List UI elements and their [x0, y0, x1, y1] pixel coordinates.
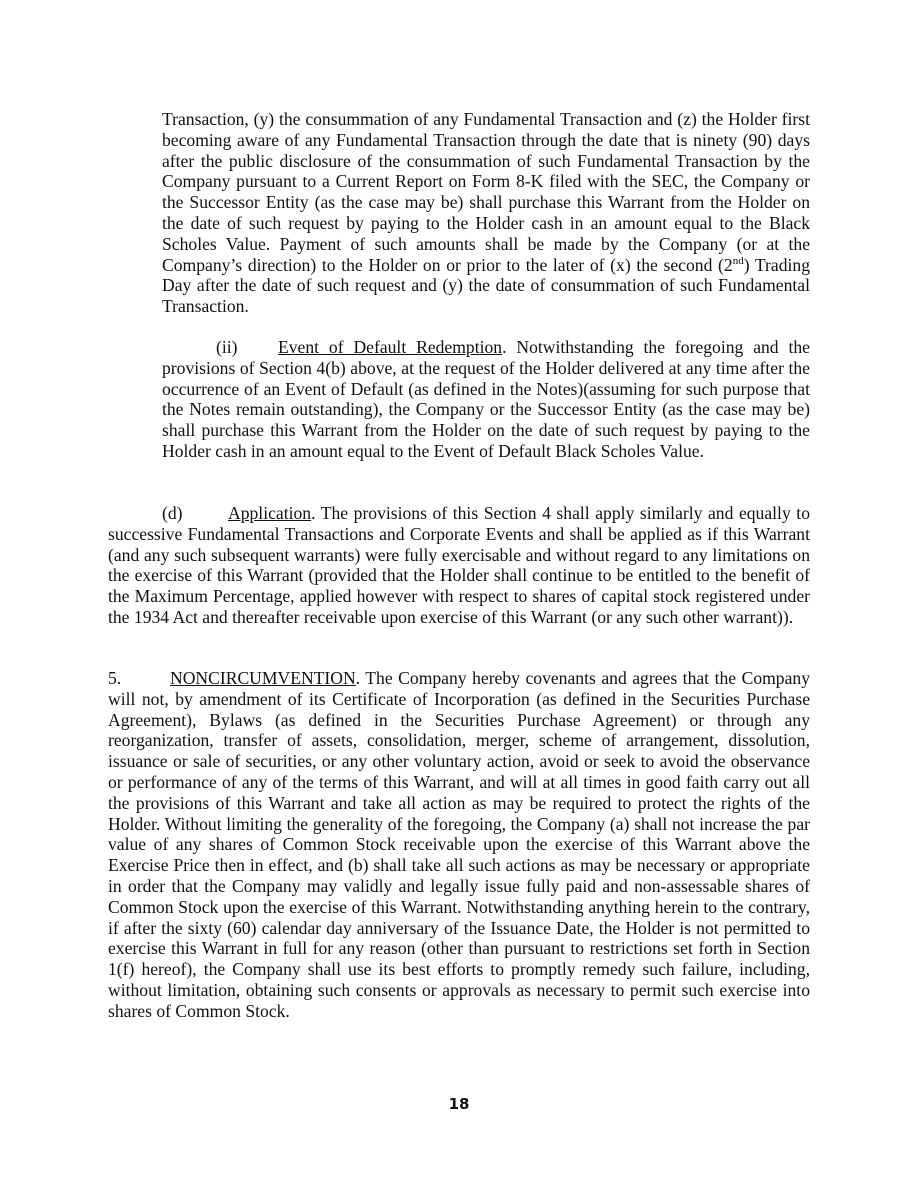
paragraph-fundamental-transaction-continuation	[162, 109, 810, 317]
section-number: (ii)	[216, 337, 238, 357]
paragraph-event-of-default-redemption	[162, 337, 810, 462]
paragraph-text: Transaction, (y) the consummation of any Fundamental Transaction and (z) the Holder first becoming aware of any Fundamental Transaction through the date that is ninety (90) days after the public disclosure of the consummation of such Fundamental Transaction by the Company pursuant to a Current Report on Form 8-K filed with the SEC, the Company or the Successor Entity (as the case may be) shall purchase this Warrant from the Holder on the date of such request by paying to the Holder cash in an amount equal to the Black Scholes Value. Payment of such amounts shall be made by the Company (or at the Company’s direction) to the Holder on or prior to the later of (x) the second (2	[162, 109, 810, 275]
paragraph-text: . The provisions of this Section 4 shall apply similarly and equally to successive Fundamental Transactions and Corporate Events and shall be applied as if this Warrant (and any such subsequent warrants) were fully exercisable and without regard to any limitations on the exercise of this Warrant (provided that the Holder shall continue to be entitled to the benefit of the Maximum Percentage, applied however with respect to shares of capital stock registered under the 1934 Act and thereafter receivable upon exercise of this Warrant (or any such other warrant)).	[108, 503, 810, 627]
paragraph-application	[108, 503, 810, 628]
section-heading: Application	[228, 503, 312, 523]
paragraph-text: . The Company hereby covenants and agrees that the Company will not, by amendment of its Certificate of Incorporation (as defined in the Securities Purchase Agreement), Bylaws (as defined in the Securities Purchase Agreement) or through any reorganization, transfer of assets, consolidation, merger, scheme of arrangement, dissolution, issuance or sale of securities, or any other voluntary action, avoid or seek to avoid the observance or performance of any of the terms of this Warrant, and will at all times in good faith carry out all the provisions of this Warrant and take all action as may be required to protect the rights of the Holder. Without limiting the generality of the foregoing, the Company (a) shall not increase the par value of any shares of Common Stock receivable upon the exercise of this Warrant above the Exercise Price then in effect, and (b) shall take all such actions as may be necessary or appropriate in order that the Company may validly and legally issue fully paid and non-assessable shares of Common Stock upon the exercise of this Warrant. Notwithstanding anything herein to the contrary, if after the sixty (60) calendar day anniversary of the Issuance Date, the Holder is not permitted to exercise this Warrant in full for any reason (other than pursuant to restrictions set forth in Section 1(f) hereof), the Company shall use its best efforts to promptly remedy such failure, including, without limitation, obtaining such consents or approvals as necessary to permit such exercise into shares of Common Stock.	[108, 668, 810, 1021]
section-heading: NONCIRCUMVENTION	[170, 668, 356, 688]
paragraph-noncircumvention	[108, 668, 810, 1022]
page-number: 18	[448, 1095, 470, 1113]
paragraph-text: . Notwithstanding the foregoing and the provisions of Section 4(b) above, at the request of the Holder delivered at any time after the occurrence of an Event of Default (as defined in the Notes)(assuming for such purpose that the Notes remain outstanding), the Company or the Successor Entity (as the case may be) shall purchase this Warrant from the Holder on the date of such request by paying to the Holder cash in an amount equal to the Event of Default Black Scholes Value.	[162, 337, 810, 461]
section-number: (d)	[162, 503, 183, 523]
paragraph-text: ) Trading Day after the date of such request and (y) the date of consummation of such Fundamental Transaction.	[162, 254, 811, 317]
section-number: 5.	[108, 668, 122, 688]
ordinal-superscript: nd	[732, 254, 744, 267]
section-heading: Event of Default Redemption	[278, 337, 503, 357]
